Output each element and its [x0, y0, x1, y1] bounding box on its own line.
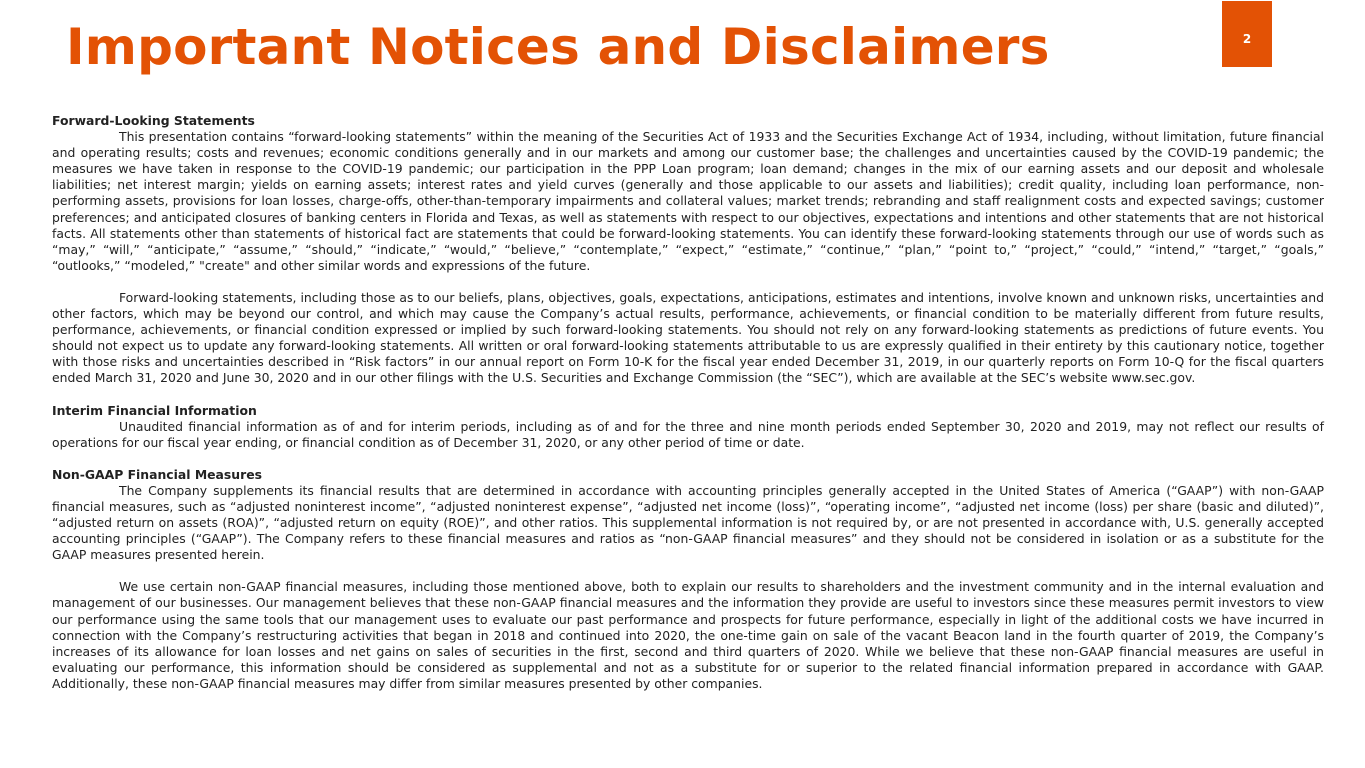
- section-paragraph: We use certain non-GAAP financial measures, including those mentioned above, both to explain our results to shareholders and the investment community and in the internal evaluation and management of our businesses. Our management believes that these non-GAAP financial measures and the information they provide are useful to investors since these measures permit investors to view our performance using the same tools that our management uses to evaluate our past performance and prospects for future performance, especially in light of the additional costs we have incurred in connection with the Company’s restructuring activities that began in 2018 and continued into 2020, the one-time gain on sale of the vacant Beacon land in the fourth quarter of 2019, the Company’s increases of its allowance for loan losses and net gains on sales of securities in the first, second and third quarters of 2020. While we believe that these non-GAAP financial measures are useful in evaluating our performance, this information should be considered as supplemental and not as a substitute for or superior to the related financial information prepared in accordance with GAAP. Additionally, these non-GAAP financial measures may differ from similar measures presented by other companies.: [52, 579, 1324, 691]
- section-non-gaap-financial-measures: [52, 467, 1324, 692]
- section-paragraph: This presentation contains “forward-looking statements” within the meaning of the Securities Act of 1933 and the Securities Exchange Act of 1934, including, without limitation, future financial and operating results; costs and revenues; economic conditions generally and in our markets and among our customer base; the challenges and uncertainties caused by the COVID-19 pandemic; the measures we have taken in response to the COVID-19 pandemic; our participation in the PPP Loan program; loan demand; changes in the mix of our earning assets and our deposit and wholesale liabilities; net interest margin; yields on earning assets; interest rates and yield curves (generally and those applicable to our assets and liabilities); credit quality, including loan performance, non-performing assets, provisions for loan losses, charge-offs, other-than-temporary impairments and collateral values; market trends; rebranding and staff realignment costs and expected savings; customer preferences; and anticipated closures of banking centers in Florida and Texas, as well as statements with respect to our objectives, expectations and intentions and other statements that are not historical facts. All statements other than statements of historical fact are statements that could be forward-looking statements. You can identify these forward-looking statements through our use of words such as “may,” “will,” “anticipate,” “assume,” “should,” “indicate,” “would,” “believe,” “contemplate,” “expect,” “estimate,” “continue,” “plan,” “point to,” “project,” “could,” “intend,” “target,” “goals,” “outlooks,” “modeled,” "create" and other similar words and expressions of the future.: [52, 129, 1324, 273]
- section-paragraph: Forward-looking statements, including those as to our beliefs, plans, objectives, goals, expectations, anticipations, estimates and intentions, involve known and unknown risks, uncertainties and other factors, which may be beyond our control, and which may cause the Company’s actual results, performance, achievements, or financial condition to be materially different from future results, performance, achievements, or financial condition expressed or implied by such forward-looking statements. You should not rely on any forward-looking statements as predictions of future events. You should not expect us to update any forward-looking statements. All written or oral forward-looking statements attributable to us are expressly qualified in their entirety by this cautionary notice, together with those risks and uncertainties described in “Risk factors” in our annual report on Form 10-K for the fiscal year ended December 31, 2019, in our quarterly reports on Form 10-Q for the fiscal quarters ended March 31, 2020 and June 30, 2020 and in our other filings with the U.S. Securities and Exchange Commission (the “SEC”), which are available at the SEC’s website www.sec.gov.: [52, 289, 1324, 386]
- section-spacer: [52, 387, 1324, 403]
- section-interim-financial-information: [52, 403, 1324, 451]
- paragraph-spacer: [52, 563, 1324, 579]
- section-heading: Interim Financial Information: [52, 402, 257, 418]
- page-number-badge: [1222, 1, 1272, 67]
- paragraph-spacer: [52, 274, 1324, 290]
- disclaimer-body: [52, 113, 1324, 692]
- section-heading: Non-GAAP Financial Measures: [52, 466, 262, 482]
- section-paragraph: Unaudited financial information as of and for interim periods, including as of and for the three and nine month periods ended September 30, 2020 and 2019, may not reflect our results of operations for our fiscal year ending, or financial condition as of December 31, 2020, or any other period of time or date.: [52, 418, 1324, 450]
- page-title: Important Notices and Disclaimers: [66, 18, 1050, 76]
- section-heading: Forward-Looking Statements: [52, 113, 255, 128]
- section-spacer: [52, 451, 1324, 467]
- page-number: 2: [1242, 32, 1252, 46]
- section-forward-looking-statements: [52, 113, 1324, 387]
- section-paragraph: The Company supplements its financial results that are determined in accordance with accounting principles generally accepted in the United States of America (“GAAP”) with non-GAAP financial measures, such as “adjusted noninterest income”, “adjusted noninterest expense”, “adjusted net income (loss)”, “operating income”, “adjusted net income (loss) per share (basic and diluted)”, “adjusted return on assets (ROA)”, “adjusted return on equity (ROE)”, and other ratios. This supplemental information is not required by, or are not presented in accordance with, U.S. generally accepted accounting principles (“GAAP”). The Company refers to these financial measures and ratios as “non-GAAP financial measures” and they should not be considered in isolation or as a substitute for the GAAP measures presented herein.: [52, 482, 1324, 563]
